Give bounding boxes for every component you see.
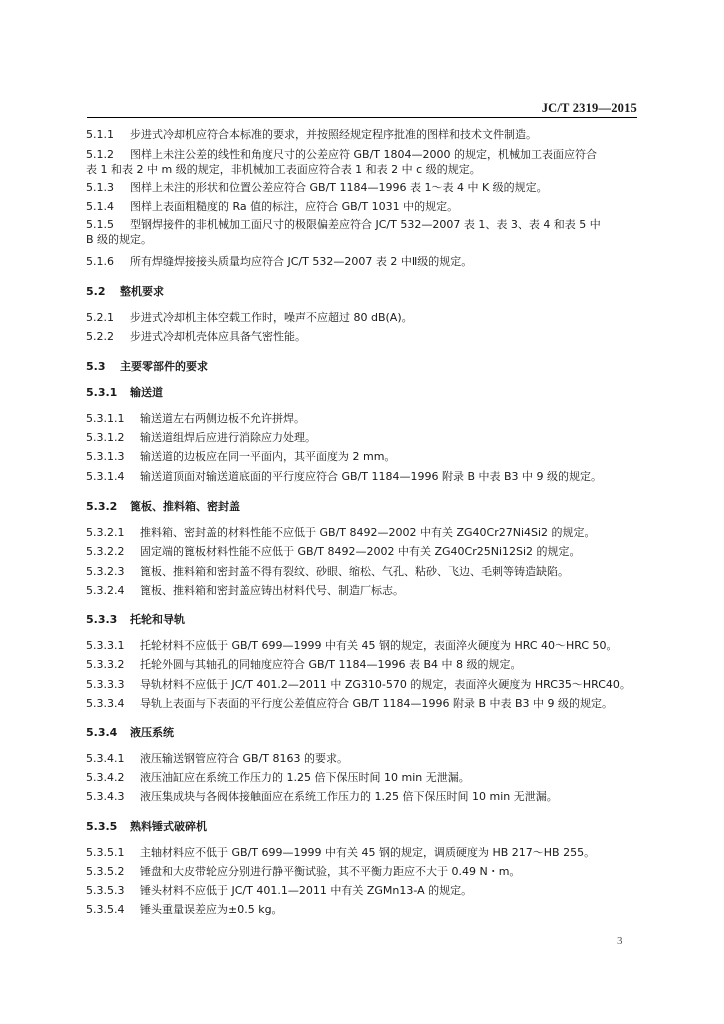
clause-line bbox=[86, 565, 646, 579]
clause-line bbox=[86, 163, 646, 177]
clause-text: 熟料锤式破碎机 bbox=[130, 820, 207, 833]
clause-text: 主轴材料应不低于 GB/T 699—1999 中有关 45 钢的规定，调质硬度为 HB 217～HB 255。 bbox=[140, 846, 596, 859]
clause-text: 篦板、推料箱、密封盖 bbox=[130, 500, 240, 513]
clause-text: 液压油缸应在系统工作压力的 1.25 倍下保压时间 10 min 无泄漏。 bbox=[140, 771, 470, 784]
clause-number: 5.3.4.2 bbox=[86, 771, 125, 784]
clause-line bbox=[86, 128, 646, 142]
clause-number: 5.3.5.4 bbox=[86, 903, 125, 916]
clause-number: 5.1.2 bbox=[86, 148, 114, 161]
clause-text: 图样上未注的形状和位置公差应符合 GB/T 1184—1996 表 1～表 4 中 K 级的规定。 bbox=[130, 181, 548, 194]
section-heading bbox=[86, 500, 646, 514]
clause-number: 5.2.1 bbox=[86, 311, 114, 324]
clause-text: 输送道组焊后应进行消除应力处理。 bbox=[140, 431, 316, 444]
clause-number: 5.3.3.3 bbox=[86, 678, 125, 691]
clause-text: 锤头重量误差应为±0.5 kg。 bbox=[140, 903, 283, 916]
clause-text: 步进式冷却机应符合本标准的要求，并按照经规定程序批准的图样和技术文件制造。 bbox=[130, 128, 537, 141]
clause-line bbox=[86, 545, 646, 559]
clause-number: 5.3.2.2 bbox=[86, 545, 125, 558]
header-rule bbox=[87, 117, 637, 118]
clause-line bbox=[86, 639, 646, 653]
clause-text: 所有焊缝焊接接头质量均应符合 JC/T 532—2007 表 2 中Ⅱ级的规定。 bbox=[130, 255, 473, 268]
clause-text: 输送道的边板应在同一平面内，其平面度为 2 mm。 bbox=[140, 450, 396, 463]
clause-number: 5.3.4.3 bbox=[86, 790, 125, 803]
clause-line bbox=[86, 526, 646, 540]
clause-line bbox=[86, 330, 646, 344]
clause-number: 5.3.1.3 bbox=[86, 450, 125, 463]
clause-text: 液压集成块与各阀体接触面应在系统工作压力的 1.25 倍下保压时间 10 min 无泄漏。 bbox=[140, 790, 558, 803]
clause-number: 5.3.1.4 bbox=[86, 470, 125, 483]
clause-text: 输送道 bbox=[130, 386, 163, 399]
clause-line bbox=[86, 771, 646, 785]
clause-number: 5.3.3.4 bbox=[86, 697, 125, 710]
clause-line bbox=[86, 903, 646, 917]
clause-number: 5.3.5 bbox=[86, 820, 118, 833]
clause-text: 型钢焊接件的非机械加工面尺寸的极限偏差应符合 JC/T 532—2007 表 1、表 3、表 4 和表 5 中 bbox=[130, 218, 601, 231]
clause-line bbox=[86, 181, 646, 195]
clause-text: 图样上未注公差的线性和角度尺寸的公差应符 GB/T 1804—2000 的规定，机械加工表面应符合 bbox=[130, 148, 597, 161]
clause-line bbox=[86, 450, 646, 464]
clause-text: 篦板、推料箱和密封盖应铸出材料代号、制造厂标志。 bbox=[140, 584, 404, 597]
clause-line bbox=[86, 884, 646, 898]
clause-line bbox=[86, 678, 646, 692]
clause-number: 5.1.3 bbox=[86, 181, 114, 194]
clause-text: 托轮材料不应低于 GB/T 699—1999 中有关 45 钢的规定，表面淬火硬度为 HRC 40～HRC 50。 bbox=[140, 639, 618, 652]
page-number: 3 bbox=[617, 935, 623, 947]
clause-line bbox=[86, 584, 646, 598]
clause-line bbox=[86, 658, 646, 672]
clause-number: 5.3 bbox=[86, 360, 106, 373]
clause-line bbox=[86, 846, 646, 860]
clause-text: 推料箱、密封盖的材料性能不应低于 GB/T 8492—2002 中有关 ZG40Cr27Ni4Si2 的规定。 bbox=[140, 526, 596, 539]
clause-line bbox=[86, 200, 646, 214]
clause-number: 5.3.1.1 bbox=[86, 412, 125, 425]
clause-text: 液压输送钢管应符合 GB/T 8163 的要求。 bbox=[140, 752, 348, 765]
clause-text: 锤头材料不应低于 JC/T 401.1—2011 中有关 ZGMn13-A 的规定。 bbox=[140, 884, 473, 897]
clause-number: 5.3.4.1 bbox=[86, 752, 125, 765]
section-heading bbox=[86, 285, 646, 299]
clause-number: 5.3.3.2 bbox=[86, 658, 125, 671]
section-heading bbox=[86, 726, 646, 740]
clause-line bbox=[86, 470, 646, 484]
clause-text: 托轮外圆与其轴孔的同轴度应符合 GB/T 1184—1996 表 B4 中 8 级的规定。 bbox=[140, 658, 522, 671]
clause-text: 输送道顶面对输送道底面的平行度应符合 GB/T 1184—1996 附录 B 中表 B3 中 9 级的规定。 bbox=[140, 470, 603, 483]
clause-number: 5.1.1 bbox=[86, 128, 114, 141]
clause-text: 整机要求 bbox=[120, 285, 164, 298]
clause-number: 5.3.5.2 bbox=[86, 865, 125, 878]
clause-text: 液压系统 bbox=[130, 726, 174, 739]
clause-text: 托轮和导轨 bbox=[130, 613, 185, 626]
clause-text: 输送道左右两侧边板不允许拼焊。 bbox=[140, 412, 305, 425]
clause-line bbox=[86, 233, 646, 247]
clause-number: 5.3.2 bbox=[86, 500, 118, 513]
clause-text: 步进式冷却机壳体应具备气密性能。 bbox=[130, 330, 306, 343]
clause-text: 导轨上表面与下表面的平行度公差值应符合 GB/T 1184—1996 附录 B 中表 B3 中 9 级的规定。 bbox=[140, 697, 614, 710]
clause-number: 5.3.4 bbox=[86, 726, 118, 739]
clause-line bbox=[86, 311, 646, 325]
clause-line bbox=[86, 218, 646, 232]
clause-line bbox=[86, 255, 646, 269]
clause-text: 表 1 和表 2 中 m 级的规定，非机械加工表面应符合表 1 和表 2 中 c 级的规定。 bbox=[86, 163, 481, 176]
clause-text: 篦板、推料箱和密封盖不得有裂纹、砂眼、缩松、气孔、粘砂、飞边、毛刺等铸造缺陷。 bbox=[140, 565, 569, 578]
clause-line bbox=[86, 412, 646, 426]
clause-text: 图样上表面粗糙度的 Ra 值的标注，应符合 GB/T 1031 中的规定。 bbox=[130, 200, 459, 213]
clause-number: 5.3.3 bbox=[86, 613, 118, 626]
section-heading bbox=[86, 820, 646, 834]
clause-number: 5.3.2.3 bbox=[86, 565, 125, 578]
clause-text: 固定端的篦板材料性能不应低于 GB/T 8492—2002 中有关 ZG40Cr25Ni12Si2 的规定。 bbox=[140, 545, 581, 558]
standard-code: JC/T 2319—2015 bbox=[541, 101, 637, 115]
clause-number: 5.3.5.1 bbox=[86, 846, 125, 859]
clause-number: 5.1.5 bbox=[86, 218, 114, 231]
section-heading bbox=[86, 360, 646, 374]
section-heading bbox=[86, 386, 646, 400]
clause-line bbox=[86, 148, 646, 162]
clause-number: 5.3.2.4 bbox=[86, 584, 125, 597]
clause-line bbox=[86, 865, 646, 879]
clause-text: 导轨材料不应低于 JC/T 401.2—2011 中 ZG310-570 的规定，表面淬火硬度为 HRC35～HRC40。 bbox=[140, 678, 631, 691]
clause-text: 主要零部件的要求 bbox=[120, 360, 208, 373]
clause-number: 5.3.3.1 bbox=[86, 639, 125, 652]
clause-line bbox=[86, 790, 646, 804]
clause-line bbox=[86, 697, 646, 711]
clause-text: 锤盘和大皮带轮应分别进行静平衡试验，其不平衡力距应不大于 0.49 N・m。 bbox=[140, 865, 521, 878]
clause-line bbox=[86, 752, 646, 766]
clause-text: 步进式冷却机主体空载工作时，噪声不应超过 80 dB(A)。 bbox=[130, 311, 413, 324]
clause-number: 5.2 bbox=[86, 285, 106, 298]
section-heading bbox=[86, 613, 646, 627]
clause-line bbox=[86, 431, 646, 445]
clause-number: 5.3.1 bbox=[86, 386, 118, 399]
clause-number: 5.3.2.1 bbox=[86, 526, 125, 539]
clause-number: 5.1.4 bbox=[86, 200, 114, 213]
clause-text: B 级的规定。 bbox=[86, 233, 153, 246]
clause-number: 5.2.2 bbox=[86, 330, 114, 343]
clause-number: 5.3.5.3 bbox=[86, 884, 125, 897]
clause-number: 5.3.1.2 bbox=[86, 431, 125, 444]
clause-number: 5.1.6 bbox=[86, 255, 114, 268]
